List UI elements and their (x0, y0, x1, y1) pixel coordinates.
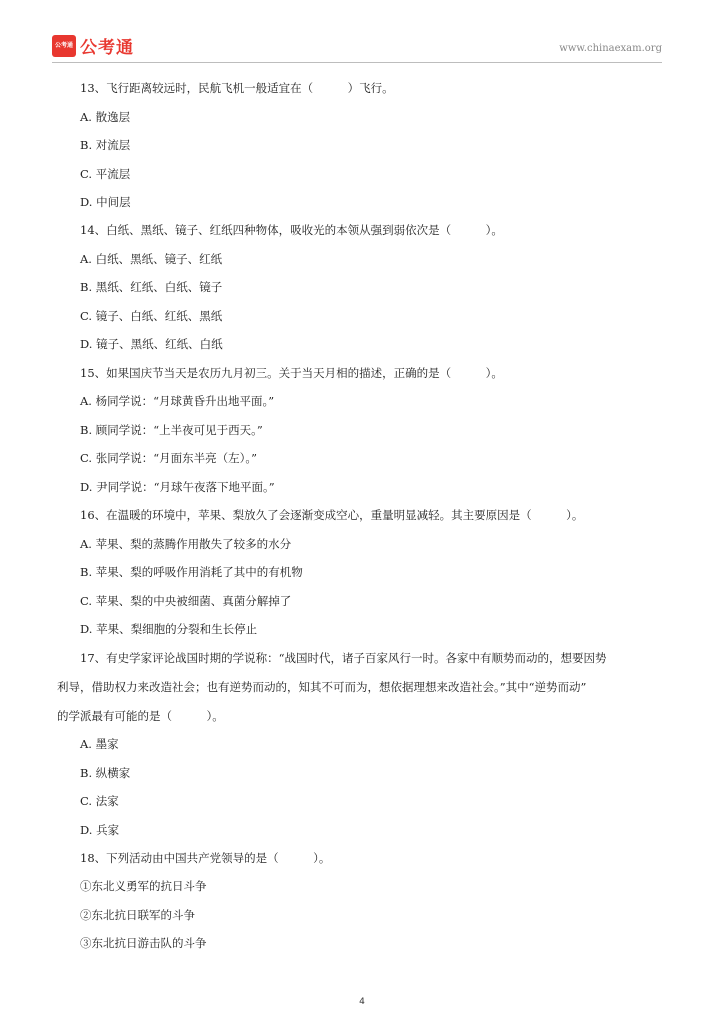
question-18-item-3: ③东北抗日游击队的斗争 (80, 936, 207, 950)
question-16-option-c: C. 苹果、梨的中央被细菌、真菌分解掉了 (80, 594, 292, 608)
question-13-option-b: B. 对流层 (80, 138, 131, 152)
question-18-stem: 18、下列活动由中国共产党领导的是（ ）。 (80, 851, 331, 865)
logo (52, 33, 134, 58)
question-15-option-b: B. 顾同学说：“上半夜可见于西天。” (80, 423, 263, 437)
question-15-option-a: A. 杨同学说：“月球黄昏升出地平面。” (80, 394, 275, 408)
question-14-option-c: C. 镜子、白纸、红纸、黑纸 (80, 309, 223, 323)
question-17-stem-line-3: 的学派最有可能的是（ ）。 (57, 709, 224, 723)
question-14-stem: 14、白纸、黑纸、镜子、红纸四种物体，吸收光的本领从强到弱依次是（ ）。 (80, 223, 503, 237)
question-14-option-b: B. 黑纸、红纸、白纸、镜子 (80, 280, 223, 294)
question-13-option-d: D. 中间层 (80, 195, 131, 209)
question-18-item-1: ①东北义勇军的抗日斗争 (80, 879, 207, 893)
header-divider (52, 62, 662, 63)
question-18-item-2: ②东北抗日联军的斗争 (80, 908, 195, 922)
question-17-stem-line-1: 17、有史学家评论战国时期的学说称：“战国时代，诸子百家风行一时。各家中有顺势而动的，想要因势 (80, 651, 607, 665)
question-17-option-c: C. 法家 (80, 794, 119, 808)
question-17-option-d: D. 兵家 (80, 823, 120, 837)
logo-name: 公考通 (80, 38, 134, 58)
question-13-option-c: C. 平流层 (80, 167, 131, 181)
question-16-option-d: D. 苹果、梨细胞的分裂和生长停止 (80, 622, 258, 636)
question-17-option-a: A. 墨家 (80, 737, 119, 751)
question-13-stem: 13、飞行距离较远时，民航飞机一般适宜在（ ）飞行。 (80, 81, 394, 95)
question-16-option-b: B. 苹果、梨的呼吸作用消耗了其中的有机物 (80, 565, 303, 579)
question-15-stem: 15、如果国庆节当天是农历九月初三。关于当天月相的描述，正确的是（ ）。 (80, 366, 503, 380)
question-15-option-d: D. 尹同学说：“月球午夜落下地平面。” (80, 480, 275, 494)
question-14-option-d: D. 镜子、黑纸、红纸、白纸 (80, 337, 223, 351)
question-16-option-a: A. 苹果、梨的蒸腾作用散失了较多的水分 (80, 537, 292, 551)
question-15-option-c: C. 张同学说：“月面东半亮（左）。” (80, 451, 257, 465)
question-16-stem: 16、在温暖的环境中，苹果、梨放久了会逐渐变成空心，重量明显减轻。其主要原因是（ ）。 (80, 508, 584, 522)
question-14-option-a: A. 白纸、黑纸、镜子、红纸 (80, 252, 223, 266)
question-13-option-a: A. 散逸层 (80, 110, 131, 124)
page-header (52, 33, 662, 61)
page-number: 4 (359, 997, 365, 1007)
site-url: www.chinaexam.org (559, 43, 662, 54)
question-17-stem-line-2: 利导，借助权力来改造社会；也有逆势而动的，知其不可而为，想依据理想来改造社会。”其中“逆势而动” (57, 680, 587, 694)
question-17-option-b: B. 纵横家 (80, 766, 131, 780)
logo-mark-icon: 公考通 (52, 35, 76, 57)
